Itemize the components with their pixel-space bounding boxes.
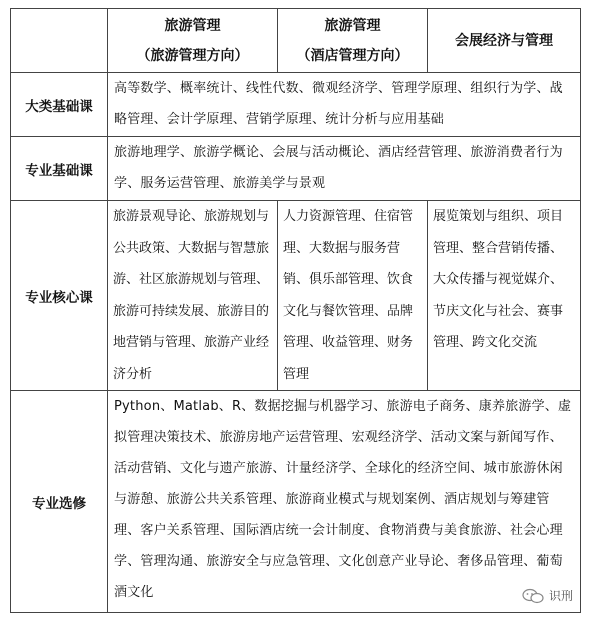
header-col3-title: 会展经济与管理 (455, 32, 553, 49)
table-row (11, 73, 581, 137)
header-col2-subtitle: （酒店管理方向） (296, 47, 409, 64)
header-col1-subtitle: （旅游管理方向） (136, 47, 249, 64)
header-tourism-management (108, 9, 278, 73)
core-courses-exhibition: 展览策划与组织、项目管理、整合营销传播、大众传播与视觉媒介、节庆文化与社会、赛事管理、跨文化交流 (428, 201, 581, 391)
header-col2-title: 旅游管理 (324, 17, 381, 34)
elective-courses: Python、Matlab、R、数据挖掘与机器学习、旅游电子商务、康养旅游学、虚拟管理决策技术、旅游房地产运营管理、宏观经济学、活动文案与新闻写作、活动营销、文化与遗产旅游、计量经济学、全球化的经济空间、城市旅游休闲与游憩、旅游公共关系管理、旅游商业模式与规划案例、酒店规划与筹建管理、客户关系管理、国际酒店统一会计制度、食物消费与美食旅游、社会心理学、管理沟通、旅游安全与应急管理、文化创意产业导论、奢侈品管理、葡萄酒文化 (108, 391, 581, 613)
table-row (11, 391, 581, 613)
category-general-basic: 大类基础课 (11, 73, 108, 137)
course-table (10, 8, 581, 613)
table-row (11, 201, 581, 391)
core-courses-tourism: 旅游景观导论、旅游规划与公共政策、大数据与智慧旅游、社区旅游规划与管理、旅游可持续发展、旅游目的地营销与管理、旅游产业经济分析 (108, 201, 278, 391)
core-courses-hotel: 人力资源管理、住宿管理、大数据与服务营销、俱乐部管理、饮食文化与餐饮管理、品牌管理、收益管理、财务管理 (278, 201, 428, 391)
category-major-core: 专业核心课 (11, 201, 108, 391)
watermark (522, 587, 573, 604)
category-major-elective: 专业选修 (11, 391, 108, 613)
header-exhibition-economy (428, 9, 581, 73)
header-col1-title: 旅游管理 (164, 17, 221, 34)
wechat-bubble-icon (522, 588, 544, 604)
major-basic-courses: 旅游地理学、旅游学概论、会展与活动概论、酒店经营管理、旅游消费者行为学、服务运营管理、旅游美学与景观 (108, 137, 581, 201)
category-major-basic: 专业基础课 (11, 137, 108, 201)
header-hotel-management (278, 9, 428, 73)
general-basic-courses: 高等数学、概率统计、线性代数、微观经济学、管理学原理、组织行为学、战略管理、会计学原理、营销学原理、统计分析与应用基础 (108, 73, 581, 137)
watermark-text: 识刑 (548, 589, 573, 603)
table-header-row (11, 9, 581, 73)
header-corner-cell (11, 9, 108, 73)
table-row (11, 137, 581, 201)
